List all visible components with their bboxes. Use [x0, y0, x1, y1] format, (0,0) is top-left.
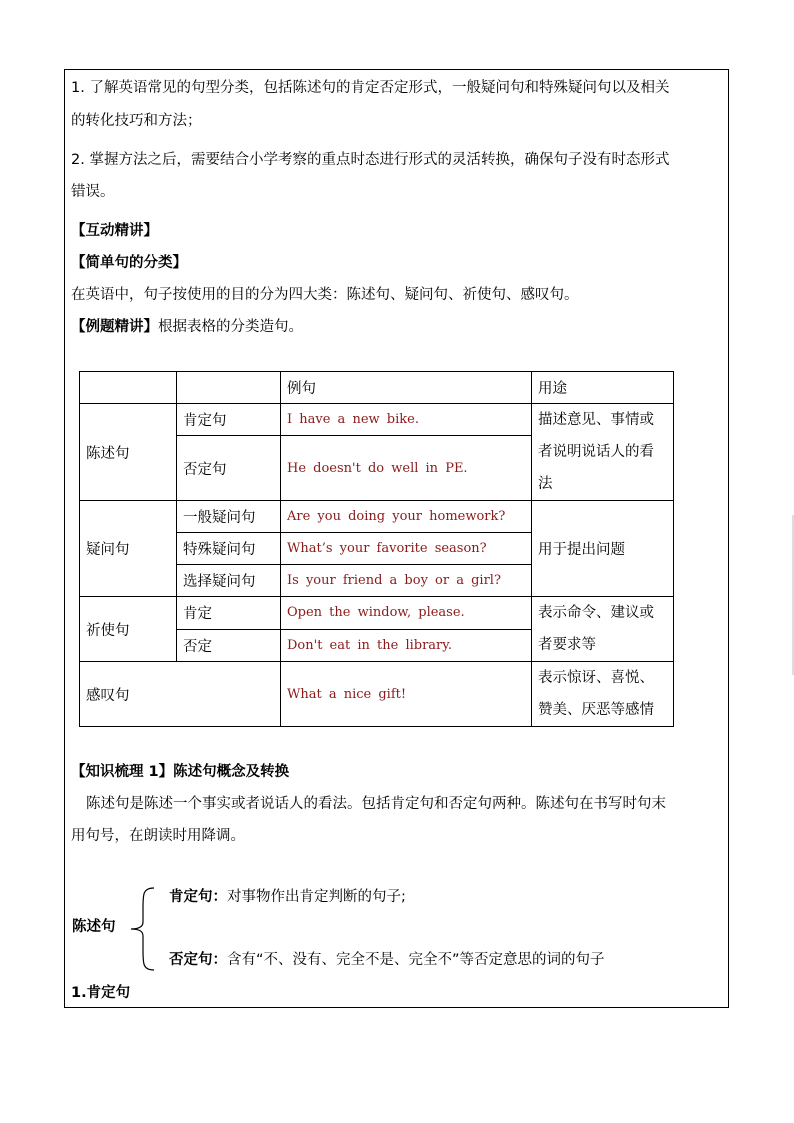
declarative-usage: 描述意见、事情或者说明说话人的看法 [532, 404, 674, 501]
sentence-type-table [79, 371, 674, 727]
imperative-negative-label: 否定 [177, 629, 281, 662]
imperative-positive-label: 肯定 [177, 597, 281, 630]
exclamatory-usage: 表示惊讶、喜悦、赞美、厌恶等感情 [532, 662, 674, 727]
objective-1-line-2: 的转化技巧和方法； [71, 113, 202, 129]
declarative-positive-example: I have a new bike. [281, 404, 532, 436]
knowledge-title-tag: 【知识梳理 1】 [71, 764, 174, 780]
negative-branch [169, 950, 605, 970]
positive-branch [169, 887, 406, 907]
knowledge-title-text: 陈述句概念及转换 [173, 764, 290, 780]
exclamatory-type: 感叹句 [80, 662, 281, 727]
declarative-positive-label: 肯定句 [177, 404, 281, 436]
section-interactive: 【互动精讲】 [71, 223, 158, 239]
brace-icon [128, 886, 158, 972]
table-row [80, 404, 674, 436]
imperative-positive-example: Open the window, please. [281, 597, 532, 630]
section-classification: 【简单句的分类】 [71, 255, 187, 271]
objective-2-line-1: 2. 掌握方法之后，需要结合小学考察的重点时态进行形式的灵活转换，确保句子没有时态形式 [71, 152, 670, 168]
choice-question-example: Is your friend a boy or a girl? [281, 565, 532, 597]
header-example: 例句 [281, 372, 532, 404]
special-question-example: What’s your favorite season? [281, 533, 532, 565]
table-row [80, 597, 674, 630]
example-label: 【例题精讲】 [71, 319, 158, 335]
declarative-negative-example: He doesn't do well in PE. [281, 436, 532, 501]
knowledge-para-line-1: 陈述句是陈述一个事实或者说话人的看法。包括肯定句和否定句两种。陈述句在书写时句末 [86, 796, 666, 812]
knowledge-para-line-2: 用句号，在朗读时用降调。 [71, 828, 245, 844]
header-blank-1 [80, 372, 177, 404]
table-row [80, 662, 674, 727]
interrogative-usage: 用于提出问题 [532, 501, 674, 597]
classification-intro: 在英语中，句子按使用的目的分为四大类：陈述句、疑问句、祈使句、感叹句。 [71, 287, 579, 303]
negative-branch-label: 否定句： [169, 952, 227, 968]
positive-branch-label: 肯定句： [169, 889, 227, 905]
example-text: 根据表格的分类造句。 [158, 319, 303, 335]
positive-branch-text: 对事物作出肯定判断的句子; [227, 889, 406, 905]
exclamatory-example: What a nice gift! [281, 662, 532, 727]
imperative-negative-example: Don't eat in the library. [281, 629, 532, 662]
choice-question-label: 选择疑问句 [177, 565, 281, 597]
general-question-label: 一般疑问句 [177, 501, 281, 533]
special-question-label: 特殊疑问句 [177, 533, 281, 565]
objective-2-line-2: 错误。 [71, 184, 115, 200]
general-question-example: Are you doing your homework? [281, 501, 532, 533]
header-blank-2 [177, 372, 281, 404]
imperative-usage: 表示命令、建议或者要求等 [532, 597, 674, 662]
imperative-type: 祈使句 [80, 597, 177, 662]
knowledge-title [71, 762, 289, 782]
interrogative-type: 疑问句 [80, 501, 177, 597]
declarative-type: 陈述句 [80, 404, 177, 501]
table-header-row [80, 372, 674, 404]
table-row [80, 501, 674, 533]
negative-branch-text: 含有“不、没有、完全不是、完全不”等否定意思的词的句子 [227, 952, 605, 968]
footer-heading: 1.肯定句 [71, 985, 131, 1001]
declarative-negative-label: 否定句 [177, 436, 281, 501]
header-usage: 用途 [532, 372, 674, 404]
objective-1-line-1: 1. 了解英语常见的句型分类，包括陈述句的肯定否定形式，一般疑问句和特殊疑问句以及相关 [71, 80, 670, 96]
diagram-root-label: 陈述句 [72, 919, 116, 935]
example-instruction [71, 317, 303, 337]
